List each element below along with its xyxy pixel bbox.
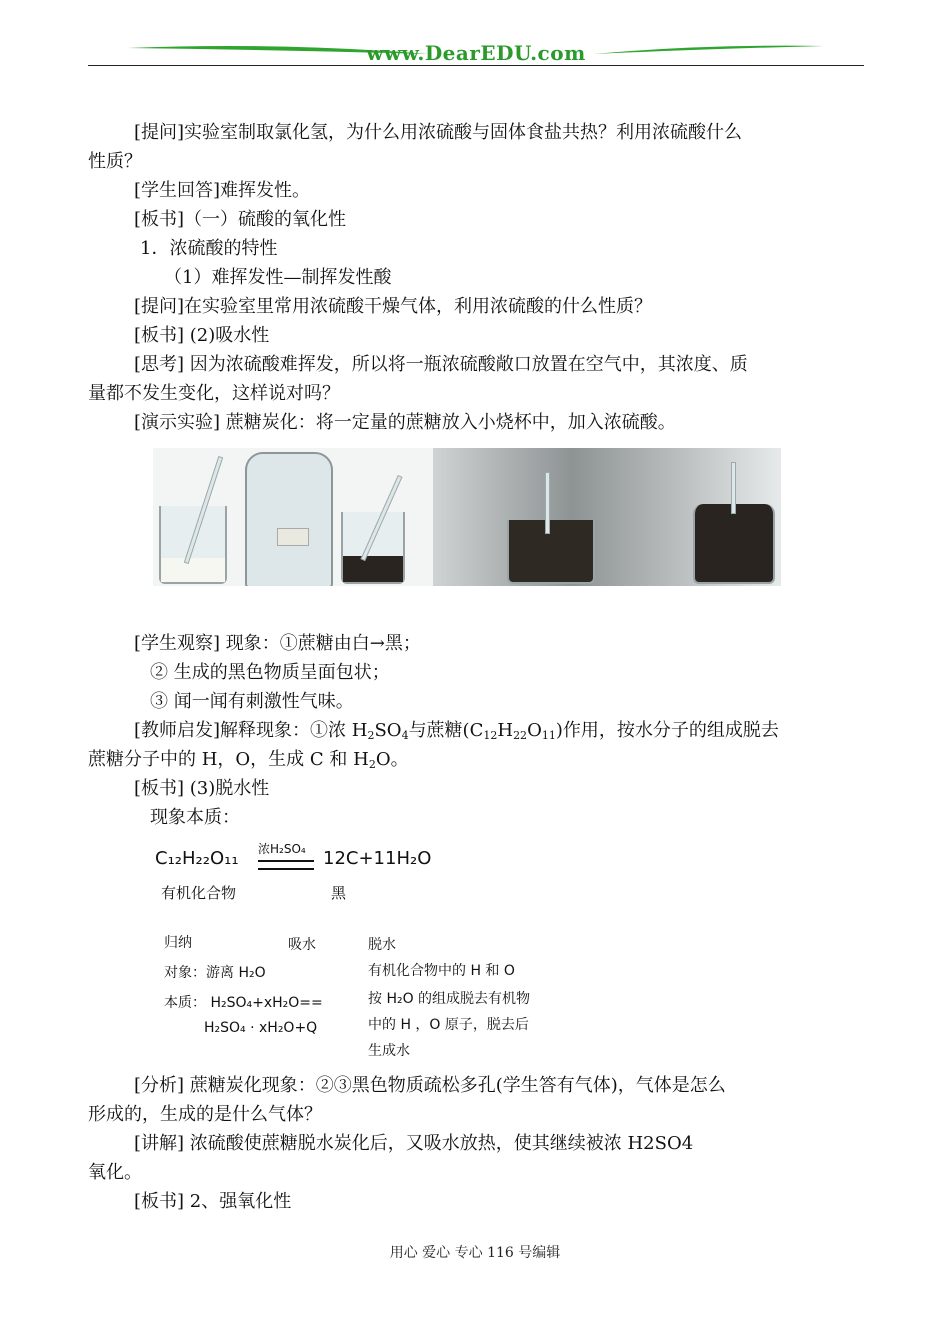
page-header (88, 36, 864, 72)
lesson-text-middle (88, 629, 864, 832)
summary-title: 归纳 (164, 935, 192, 951)
lesson-text-upper (88, 118, 864, 437)
text-line: [提问]实验室制取氯化氢，为什么用浓硫酸与固体食盐共热？利用浓硫酸什么 (134, 122, 743, 143)
equation-reactant: C₁₂H₂₂O₁₁ (155, 848, 239, 869)
text-line: （1）难挥发性—制挥发性酸 (164, 267, 392, 288)
text-line: 量都不发生变化，这样说对吗？ (88, 383, 340, 404)
site-logo: www.DearEDU.com (366, 41, 586, 65)
bottle-label (277, 528, 309, 546)
equation-product: 12C+11H₂O (323, 848, 432, 869)
text-line: ② 生成的黑色物质呈面包状； (150, 662, 390, 683)
swoosh-right-graphic (594, 40, 824, 62)
summary-header-dehydrate: 脱水 (368, 937, 396, 953)
text-line: 1．浓硫酸的特性 (140, 238, 278, 259)
text-line: 现象本质： (150, 807, 240, 828)
summary-table (160, 928, 580, 1058)
text-line: 氧化。 (88, 1162, 142, 1183)
text-line: [演示实验] 蔗糖炭化：将一定量的蔗糖放入小烧杯中，加入浓硫酸。 (134, 412, 676, 433)
text-line: [板书] 2、强氧化性 (134, 1191, 292, 1212)
text-line: 性质？ (88, 151, 142, 172)
header-rule (88, 65, 864, 66)
acid-bottle (245, 452, 333, 586)
beaker-reacting (341, 512, 405, 584)
summary-essence-dehydrate-2: 中的 H ，O 原子，脱去后 (368, 1017, 529, 1033)
summary-essence-line2: H₂SO₄ · xH₂O+Q (204, 1020, 318, 1036)
equation-condition: 浓H₂SO₄ (258, 842, 306, 856)
summary-essence-dehydrate-1: 按 H₂O 的组成脱去有机物 (368, 991, 531, 1007)
summary-object: 对象：游离 H₂O (164, 965, 266, 981)
beaker-carbon-rising (507, 520, 595, 584)
product-label: 黑 (331, 884, 347, 902)
text-line: [教师启发]解释现象：①浓 $H_2SO_4$与蔗糖$(C_{12}H_{22}O_{11})$作用，按水分子的组成脱去 (134, 720, 779, 742)
glass-rod (731, 462, 736, 514)
text-line: [学生观察] 现象：①蔗糖由白→黑； (134, 633, 421, 654)
summary-essence: 本质： H₂SO₄+xH₂O== (164, 995, 323, 1011)
equation-arrow (258, 860, 314, 870)
text-line: ③ 闻一闻有刺激性气味。 (150, 691, 354, 712)
summary-object-dehydrate: 有机化合物中的 H 和 O (368, 963, 515, 979)
text-line: [板书] (3)脱水性 (134, 778, 270, 799)
text-line: [板书] (2)吸水性 (134, 325, 270, 346)
experiment-photo (153, 448, 781, 586)
text-line: [讲解] 浓硫酸使蔗糖脱水炭化后，又吸水放热，使其继续被浓 H2SO4 (134, 1133, 694, 1154)
text-line: [学生回答]难挥发性。 (134, 180, 311, 201)
text-line: [提问]在实验室里常用浓硫酸干燥气体，利用浓硫酸的什么性质？ (134, 296, 653, 317)
dehydration-equation (155, 840, 455, 906)
text-line: [分析] 蔗糖炭化现象：②③黑色物质疏松多孔(学生答有气体)，气体是怎么 (134, 1075, 726, 1096)
summary-essence-dehydrate-3: 生成水 (368, 1043, 410, 1059)
beaker-carbon-bread (693, 504, 775, 584)
glass-rod (545, 472, 550, 534)
text-line: [思考] 因为浓硫酸难挥发，所以将一瓶浓硫酸敞口放置在空气中，其浓度、质 (134, 354, 748, 375)
text-line: [板书]（一）硫酸的氧化性 (134, 209, 347, 230)
summary-header-absorb: 吸水 (288, 937, 316, 953)
page-footer: 用心 爱心 专心 116 号编辑 (389, 1245, 561, 1261)
reactant-label: 有机化合物 (161, 884, 237, 902)
text-line: 蔗糖分子中的 H，O，生成 C 和 $H_2O$。 (88, 749, 409, 771)
text-line: 形成的，生成的是什么气体？ (88, 1104, 322, 1125)
lesson-text-lower (88, 1071, 864, 1216)
